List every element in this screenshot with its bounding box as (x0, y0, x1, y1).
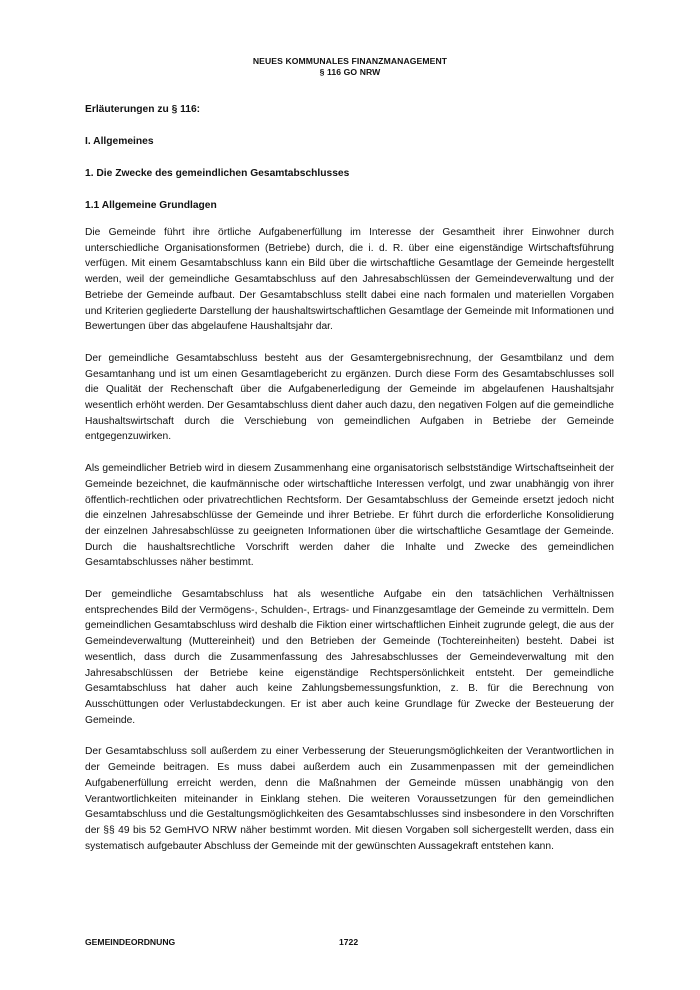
header-section-ref: § 116 GO NRW (319, 67, 381, 77)
intro-heading: Erläuterungen zu § 116: (85, 104, 201, 115)
paragraph: Der gemeindliche Gesamtabschluss hat als wesentliche Aufgabe ein den tatsächlichen Verhältnissen entsprechendes Bild der Vermögens-, Schulden-, Ertrags- und Finanzgesamtlage der Gemeinde zu vermitteln. Dem gemeindlichen Gesamtabschluss wird deshalb die Fiktion einer wirtschaftlichen Einheit zugrunde gelegt, die aus der Gemeindeverwaltung (Muttereinheit) und den Betrieben der Gemeinde (Tochtereinheiten) besteht. Dabei ist wesentlich, dass durch die Zusammenfassung des Jahresabschlusses der Gemeindeverwaltung mit den Jahresabschlüssen der Betriebe keine eigenständige Rechtspersönlichkeit entsteht. Der gemeindliche Gesamtabschluss hat daher auch keine Zahlungsbemessungsfunktion, z. B. für die Berechnung von Ausschüttungen oder Verlustabdeckungen. Er ist aber auch keine Grundlage für Zwecke der Besteuerung der Gemeinde. (85, 589, 614, 726)
document-body (85, 103, 614, 870)
footer-title: GEMEINDEORDNUNG (85, 937, 176, 947)
page-header (0, 56, 700, 78)
subsection-heading: 1. Die Zwecke des gemeindlichen Gesamtabschlusses (85, 168, 350, 179)
paragraph: Als gemeindlicher Betrieb wird in diesem Zusammenhang eine organisatorisch selbstständige Wirtschaftseinheit der Gemeinde bezeichnet, die kaufmännische oder wirtschaftliche Interessen verfolgt, und zwar unabhängig von ihrer öffentlich-rechtlichen oder privatrechtlichen Rechtsform. Der Gesamtabschluss der Gemeinde ersetzt jedoch nicht die einzelnen Jahresabschlüsse der Gemeinde und ihrer Betriebe. Er führt durch die erforderliche Konsolidierung der einzelnen Jahresabschlüsse zu geeigneten Informationen über die wirtschaftliche Gesamtlage der Gemeinde. Durch die haushaltsrechtliche Vorschrift werden daher die Inhalte und Zwecke des gemeindlichen Gesamtabschlusses näher bestimmt. (85, 463, 614, 569)
paragraph: Der gemeindliche Gesamtabschluss besteht aus der Gesamtergebnisrechnung, der Gesamtbilanz und dem Gesamtanhang und ist um einen Gesamtlagebericht zu ergänzen. Durch diese Form des Gesamtabschlusses soll die Qualität der Rechenschaft über die Aufgabenerledigung der Gemeinde im abgelaufenen Haushaltsjahr wesentlich erhöht werden. Der Gesamtabschluss dient daher auch dazu, den negativen Folgen auf die gemeindliche Haushaltswirtschaft durch die Verschiebung von gemeindlichen Aufgaben in Betriebe der Gemeinde entgegenzuwirken. (85, 352, 614, 443)
page-number: 1722 (339, 937, 359, 947)
paragraph: Der Gesamtabschluss soll außerdem zu einer Verbesserung der Steuerungsmöglichkeiten der Verantwortlichen in der Gemeinde beitragen. Es muss dabei außerdem auch ein Zusammenpassen mit der gemeindlichen Aufgabenerfüllung erreicht werden, denn die Maßnahmen der Gemeinde müssen unabhängig von den Verantwortlichkeiten miteinander in Einklang stehen. Die weiteren Voraussetzungen für den gemeindlichen Gesamtabschluss und die Gestaltungsmöglichkeiten des Gesamtabschlusses sind insbesondere in den Vorschriften der §§ 49 bis 52 GemHVO NRW näher bestimmt worden. Mit diesen Vorgaben soll sichergestellt werden, dass ein systematisch aufgebauter Abschluss der Gemeinde mit der gewünschten Aussagekraft entstehen kann. (85, 746, 614, 852)
section-heading: I. Allgemeines (85, 136, 154, 147)
header-title: NEUES KOMMUNALES FINANZMANAGEMENT (252, 56, 448, 66)
subsubsection-heading: 1.1 Allgemeine Grundlagen (85, 200, 217, 211)
paragraph: Die Gemeinde führt ihre örtliche Aufgabenerfüllung im Interesse der Gesamtheit ihrer Einwohner durch unterschiedliche Organisationsformen (Betriebe) durch, die i. d. R. über eine eigenständige Wirtschaftsführung verfügen. Mit einem Gesamtabschluss kann ein Bild über die wirtschaftliche Gesamtlage der Gemeinde hergestellt werden, weil der gemeindliche Gesamtabschluss auf den Jahresabschlüssen der Gemeindeverwaltung und der Betriebe der Gemeinde aufbaut. Der Gesamtabschluss stellt dabei eine nach formalen und materiellen Vorgaben und Kriterien gegliederte Darstellung der haushaltswirtschaftlichen Gesamtlage der Gemeinde mit Informationen und Bewertungen über das abgelaufene Haushaltsjahr dar. (85, 227, 614, 333)
